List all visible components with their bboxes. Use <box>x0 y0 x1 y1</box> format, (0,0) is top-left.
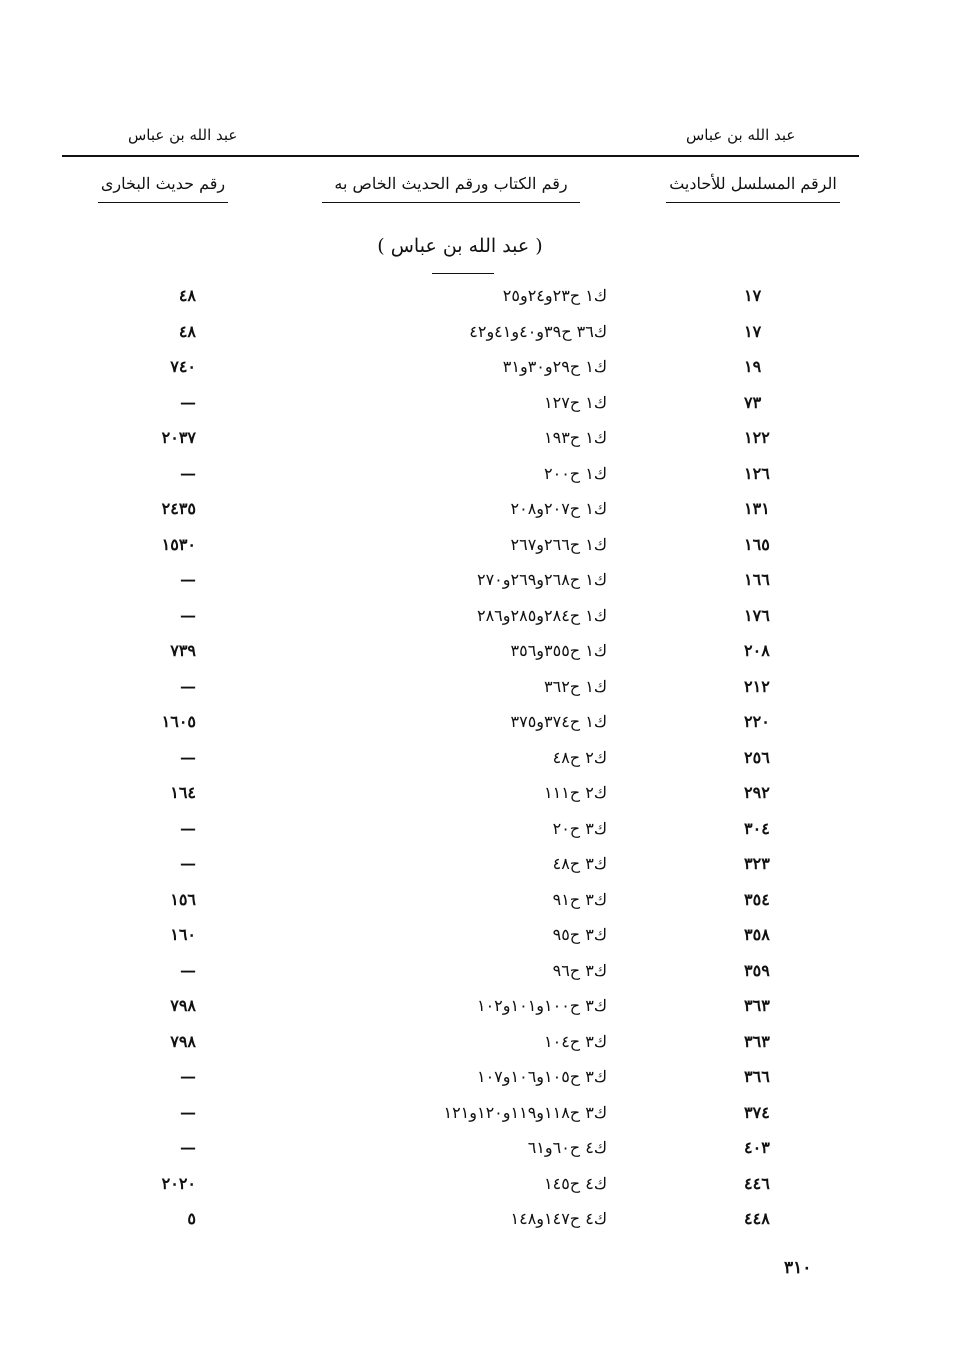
serial-number: ٣٦٣ <box>744 1031 770 1051</box>
table-row <box>0 422 956 458</box>
table-row <box>0 777 956 813</box>
bukhari-number: — <box>180 960 196 980</box>
column-header-bukhari-label: رقم حديث البخارى <box>100 174 226 193</box>
serial-number: ١٦٦ <box>744 570 770 589</box>
bukhari-number: — <box>180 1067 196 1086</box>
table-row <box>0 1061 956 1097</box>
bukhari-number: ٧٩٨ <box>170 1031 196 1051</box>
table-row <box>0 742 956 778</box>
serial-number: ١٢٦ <box>744 463 770 483</box>
book-hadith-ref: ك١ ح٢٦٨و٢٦٩و٢٧٠ <box>476 570 607 589</box>
book-hadith-ref: ك٢ ح٤٨ <box>552 747 607 767</box>
bukhari-number: — <box>180 676 196 696</box>
bukhari-number: ٧٩٨ <box>170 996 196 1015</box>
bukhari-number: — <box>180 570 196 589</box>
serial-number: ٢٩٢ <box>744 783 770 802</box>
book-hadith-ref: ك٢ ح١١١ <box>544 783 607 802</box>
bukhari-number: — <box>180 1102 196 1122</box>
serial-number: ٢٥٦ <box>744 747 770 767</box>
running-head-left: عبد الله بن عباس <box>128 126 238 144</box>
serial-number: ٣٠٤ <box>744 818 770 838</box>
bukhari-number: — <box>180 818 196 838</box>
bukhari-number: ٧٤٠ <box>170 357 196 376</box>
hadith-table <box>0 280 956 1239</box>
bukhari-number: ٢٠٢٠ <box>161 1173 196 1193</box>
bukhari-number: ١٥٦ <box>170 889 196 909</box>
book-hadith-ref: ك٣ ح٩٥ <box>552 925 607 944</box>
bukhari-number: ١٦٠ <box>170 925 196 944</box>
running-head-right: عبد الله بن عباس <box>686 126 796 144</box>
bukhari-number: ٥ <box>187 1209 196 1228</box>
serial-number: ٤٤٦ <box>744 1173 770 1193</box>
serial-number: ١٦٥ <box>744 534 770 554</box>
column-header-underline <box>666 202 840 203</box>
book-hadith-ref: ك٣ ح١١٨و١١٩و١٢٠و١٢١ <box>443 1102 607 1122</box>
book-hadith-ref: ك٣ ح٩١ <box>552 889 607 909</box>
serial-number: ٢٠٨ <box>744 641 770 660</box>
table-row <box>0 280 956 316</box>
serial-number: ٣٥٩ <box>744 960 770 980</box>
serial-number: ٢١٢ <box>744 676 770 696</box>
section-title-rule <box>432 273 494 274</box>
book-hadith-ref: ك١ ح٢٨٤و٢٨٥و٢٨٦ <box>476 605 607 625</box>
book-hadith-ref: ك١ ح٢٣و٢٤و٢٥ <box>502 286 607 305</box>
bukhari-number: ٢٠٣٧ <box>161 428 196 447</box>
table-row <box>0 813 956 849</box>
section-title: ( عبد الله بن عباس ) <box>377 235 543 257</box>
serial-number: ١٣١ <box>744 499 770 518</box>
bukhari-number: — <box>180 605 196 625</box>
table-row <box>0 1132 956 1168</box>
table-row <box>0 990 956 1026</box>
serial-number: ٣٢٣ <box>744 854 770 873</box>
table-row <box>0 564 956 600</box>
book-hadith-ref: ك١ ح٢٩و٣٠و٣١ <box>502 357 607 376</box>
book-hadith-ref: ك١ ح١٢٧ <box>544 392 607 412</box>
bukhari-number: ٤٨ <box>178 286 196 305</box>
serial-number: ٣٥٨ <box>744 925 770 944</box>
table-row <box>0 351 956 387</box>
bukhari-number: — <box>180 463 196 483</box>
bukhari-number: — <box>180 854 196 873</box>
bukhari-number: — <box>180 392 196 412</box>
serial-number: ١٢٢ <box>744 428 770 447</box>
page-number: ٣١٠ <box>784 1258 812 1278</box>
bukhari-number: — <box>180 1138 196 1157</box>
book-hadith-ref: ك٤ ح٦٠و٦١ <box>527 1138 607 1157</box>
header-rule <box>62 155 859 157</box>
table-row <box>0 493 956 529</box>
serial-number: ٢٢٠ <box>744 712 770 731</box>
serial-number: ٤٤٨ <box>744 1209 770 1228</box>
table-row <box>0 706 956 742</box>
serial-number: ١٩ <box>744 357 762 376</box>
table-row <box>0 1168 956 1204</box>
column-header-serial <box>666 174 840 203</box>
table-row <box>0 955 956 991</box>
book-hadith-ref: ك١ ح١٩٣ <box>544 428 607 447</box>
bukhari-number: ٧٣٩ <box>170 641 196 660</box>
book-hadith-ref: ك٣ ح١٠٠و١٠١و١٠٢ <box>476 996 607 1015</box>
table-row <box>0 529 956 565</box>
column-header-bukhari <box>98 174 228 203</box>
table-row <box>0 458 956 494</box>
table-row <box>0 600 956 636</box>
table-row <box>0 919 956 955</box>
column-header-underline <box>98 202 228 203</box>
book-hadith-ref: ك١ ح٢٠٠ <box>544 463 607 483</box>
serial-number: ٣٥٤ <box>744 889 770 909</box>
bukhari-number: ٢٤٣٥ <box>161 499 196 518</box>
table-row <box>0 1097 956 1133</box>
column-header-serial-label: الرقم المسلسل للأحاديث <box>669 174 837 193</box>
book-hadith-ref: ك٣ ح٤٨ <box>552 854 607 873</box>
book-hadith-ref: ك٣ ح٢٠ <box>552 818 607 838</box>
serial-number: ٣٦٦ <box>744 1067 770 1086</box>
book-hadith-ref: ك١ ح٢٦٦و٢٦٧ <box>510 534 607 554</box>
book-hadith-ref: ك١ ح٢٠٧و٢٠٨ <box>510 499 607 518</box>
bukhari-number: ١٦٤ <box>170 783 196 802</box>
book-hadith-ref: ك٣ ح١٠٥و١٠٦و١٠٧ <box>476 1067 607 1086</box>
serial-number: ٣٧٤ <box>744 1102 770 1122</box>
bukhari-number: — <box>180 747 196 767</box>
bukhari-number: ٤٨ <box>178 321 196 341</box>
column-header-book-ref <box>322 174 580 203</box>
bukhari-number: ١٦٠٥ <box>161 712 196 731</box>
serial-number: ٣٦٣ <box>744 996 770 1015</box>
book-hadith-ref: ك١ ح٣٦٢ <box>544 676 607 696</box>
table-row <box>0 316 956 352</box>
book-hadith-ref: ك٣ ح١٠٤ <box>544 1031 607 1051</box>
table-row <box>0 671 956 707</box>
table-row <box>0 1026 956 1062</box>
column-header-book-ref-label: رقم الكتاب ورقم الحديث الخاص به <box>334 174 568 193</box>
serial-number: ١٧ <box>744 286 762 305</box>
book-hadith-ref: ك٤ ح١٤٧و١٤٨ <box>510 1209 607 1228</box>
table-row <box>0 884 956 920</box>
serial-number: ٤٠٣ <box>744 1138 770 1157</box>
table-row <box>0 848 956 884</box>
book-hadith-ref: ك٤ ح١٤٥ <box>544 1173 607 1193</box>
serial-number: ١٧٦ <box>744 605 770 625</box>
serial-number: ٧٣ <box>744 392 762 412</box>
bukhari-number: ١٥٣٠ <box>161 534 196 554</box>
column-header-underline <box>322 202 580 203</box>
serial-number: ١٧ <box>744 321 762 341</box>
book-hadith-ref: ك٣ ح٩٦ <box>552 960 607 980</box>
table-row <box>0 387 956 423</box>
book-hadith-ref: ك٣٦ ح٣٩و٤٠و٤١و٤٢ <box>469 321 607 341</box>
table-row <box>0 1203 956 1239</box>
book-hadith-ref: ك١ ح٣٧٤و٣٧٥ <box>510 712 607 731</box>
table-row <box>0 635 956 671</box>
book-hadith-ref: ك١ ح٣٥٥و٣٥٦ <box>510 641 607 660</box>
